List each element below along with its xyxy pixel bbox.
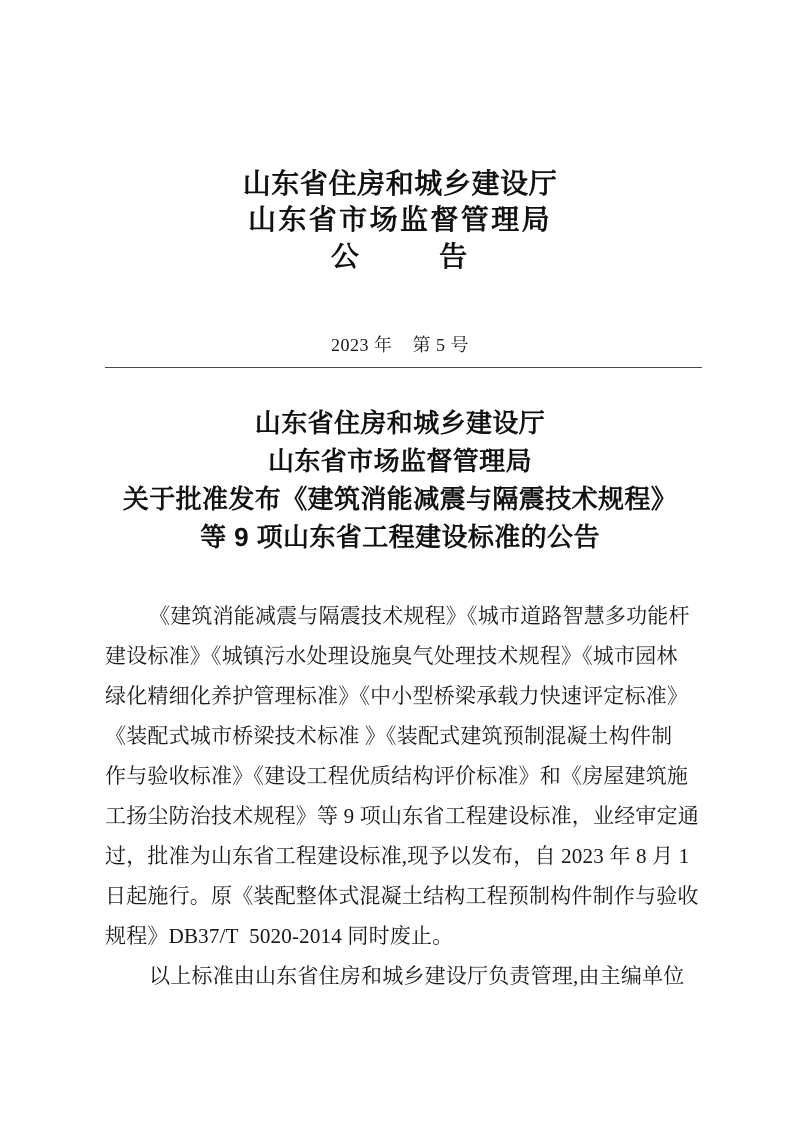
header-separator-rule xyxy=(105,367,702,368)
masthead xyxy=(0,166,800,275)
body-line: 建设标准》《城镇污水处理设施臭气处理技术规程》《城市园林 xyxy=(105,644,678,668)
body-line: 日起施行。原《装配整体式混凝土结构工程预制构件制作与验收 xyxy=(105,884,699,908)
body-line: 绿化精细化养护管理标准》《中小型桥梁承载力快速评定标准》 xyxy=(105,684,689,708)
body-line: 以上标准由山东省住房和城乡建设厅负责管理,由主编单位 xyxy=(149,964,685,988)
body-paragraph-2 xyxy=(105,956,707,996)
body-line: 过，批准为山东省工程建设标准,现予以发布，自 2023 年 8 月 1 xyxy=(105,844,690,868)
document-title xyxy=(50,404,750,556)
masthead-agency-line-2: 山东省市场监督管理局 xyxy=(247,204,552,235)
title-line-3: 关于批准发布《建筑消能减震与隔震技术规程》 xyxy=(122,484,678,514)
body-line: 工扬尘防治技术规程》等 9 项山东省工程建设标准，业经审定通 xyxy=(105,804,699,828)
title-line-1: 山东省住房和城乡建设厅 xyxy=(254,408,546,438)
title-line-4: 等 9 项山东省工程建设标准的公告 xyxy=(200,522,600,552)
body-line: 作与验收标准》《建设工程优质结构评价标准》和《房屋建筑施 xyxy=(105,764,689,788)
title-line-2: 山东省市场监督管理局 xyxy=(267,446,532,476)
body-paragraph-1 xyxy=(105,596,707,956)
document-body xyxy=(105,596,707,996)
body-line: 规程》DB37/T 5020-2014 同时废止。 xyxy=(105,924,454,948)
masthead-document-type: 公 告 xyxy=(330,241,470,272)
masthead-agency-line-1: 山东省住房和城乡建设厅 xyxy=(242,168,558,199)
issue-number-line: 2023 年 第 5 号 xyxy=(331,335,469,355)
body-line: 《装配式城市桥梁技术标准 》《装配式建筑预制混凝土构件制 xyxy=(105,724,673,748)
body-line: 《建筑消能减震与隔震技术规程》《城市道路智慧多功能杆 xyxy=(149,604,690,628)
